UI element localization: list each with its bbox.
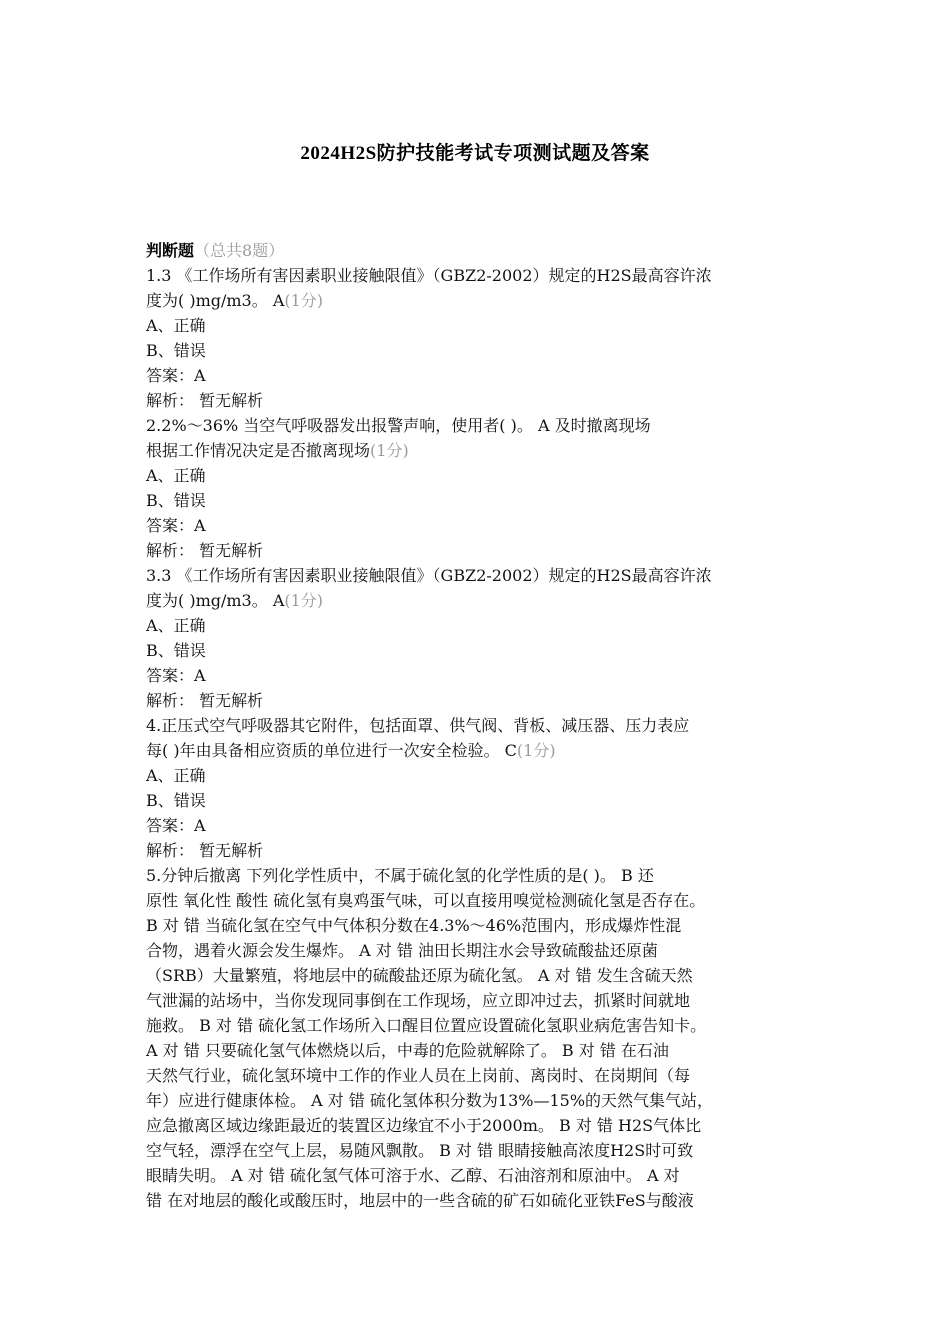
section-label: 判断题 [146, 241, 195, 260]
question-text-line: 2.2%～36% 当空气呼吸器发出报警声响，使用者( )。 A 及时撤离现场 [146, 416, 651, 435]
question-text-line: A 对 错 只要硫化氢气体燃烧以后，中毒的危险就解除了。 B 对 错 在石油 [146, 1041, 669, 1060]
question-4 [146, 713, 836, 863]
option-a: A、正确 [146, 766, 206, 785]
question-5 [146, 863, 836, 1213]
question-text-line: 原性 氧化性 酸性 硫化氢有臭鸡蛋气味，可以直接用嗅觉检测硫化氢是否存在。 [146, 891, 706, 910]
question-1 [146, 263, 836, 413]
answer-line: 答案：A [146, 366, 206, 385]
question-text-line: 5.分钟后撤离 下列化学性质中，不属于硫化氢的化学性质的是( )。 B 还 [146, 866, 654, 885]
question-text-line: 天然气行业，硫化氢环境中工作的作业人员在上岗前、离岗时、在岗期间（每 [146, 1066, 691, 1085]
question-text-line: 每( )年由具备相应资质的单位进行一次安全检验。 C(1分) [146, 741, 556, 760]
question-text-line: （SRB）大量繁殖，将地层中的硫酸盐还原为硫化氢。 A 对 错 发生含硫天然 [146, 966, 693, 985]
document-content [146, 238, 836, 1213]
analysis-line: 解析： 暂无解析 [146, 541, 264, 560]
section-heading [146, 238, 836, 263]
option-a: A、正确 [146, 616, 206, 635]
question-text-line: 年）应进行健康体检。 A 对 错 硫化氢体积分数为13%—15%的天然气集气站， [146, 1091, 714, 1110]
question-text-line: 应急撤离区域边缘距最近的装置区边缘宜不小于2000m。 B 对 错 H2S气体比 [146, 1116, 702, 1135]
analysis-line: 解析： 暂无解析 [146, 391, 264, 410]
option-b: B、错误 [146, 641, 206, 660]
question-text-line: 1.3 《工作场所有害因素职业接触限值》（GBZ2-2002）规定的H2S最高容许浓 [146, 266, 712, 285]
answer-line: 答案：A [146, 666, 206, 685]
option-b: B、错误 [146, 491, 206, 510]
analysis-line: 解析： 暂无解析 [146, 841, 264, 860]
page-title: 2024H2S防护技能考试专项测试题及答案 [300, 143, 650, 164]
question-2 [146, 413, 836, 563]
question-score: (1分) [516, 741, 556, 760]
question-3 [146, 563, 836, 713]
question-text-line: 错 在对地层的酸化或酸压时，地层中的一些含硫的矿石如硫化亚铁FeS与酸液 [146, 1191, 694, 1210]
question-text-line: B 对 错 当硫化氢在空气中气体积分数在4.3%～46%范围内，形成爆炸性混 [146, 916, 682, 935]
analysis-line: 解析： 暂无解析 [146, 691, 264, 710]
answer-line: 答案：A [146, 516, 206, 535]
question-text-line: 施救。 B 对 错 硫化氢工作场所入口醒目位置应设置硫化氢职业病危害告知卡。 [146, 1016, 707, 1035]
question-text-line: 4.正压式空气呼吸器其它附件，包括面罩、供气阀、背板、减压器、压力表应 [146, 716, 690, 735]
question-text-line: 眼睛失明。 A 对 错 硫化氢气体可溶于水、乙醇、石油溶剂和原油中。 A 对 [146, 1166, 680, 1185]
question-text-line: 度为( )mg/m3。 A(1分) [146, 591, 324, 610]
question-text-line: 合物，遇着火源会发生爆炸。 A 对 错 油田长期注水会导致硫酸盐还原菌 [146, 941, 658, 960]
answer-line: 答案：A [146, 816, 206, 835]
section-count: （总共8题） [194, 241, 285, 260]
question-score: (1分) [370, 441, 409, 460]
question-score: (1分) [284, 291, 324, 310]
option-b: B、错误 [146, 341, 206, 360]
question-text-line: 气泄漏的站场中，当你发现同事倒在工作现场，应立即冲过去，抓紧时间就地 [146, 991, 691, 1010]
option-b: B、错误 [146, 791, 206, 810]
question-text-line: 度为( )mg/m3。 A(1分) [146, 291, 324, 310]
question-text-line: 根据工作情况决定是否撤离现场(1分) [146, 441, 409, 460]
option-a: A、正确 [146, 316, 206, 335]
question-text-line: 3.3 《工作场所有害因素职业接触限值》（GBZ2-2002）规定的H2S最高容许浓 [146, 566, 712, 585]
question-score: (1分) [284, 591, 324, 610]
question-text-line: 空气轻，漂浮在空气上层，易随风飘散。 B 对 错 眼睛接触高浓度H2S时可致 [146, 1141, 694, 1160]
option-a: A、正确 [146, 466, 206, 485]
